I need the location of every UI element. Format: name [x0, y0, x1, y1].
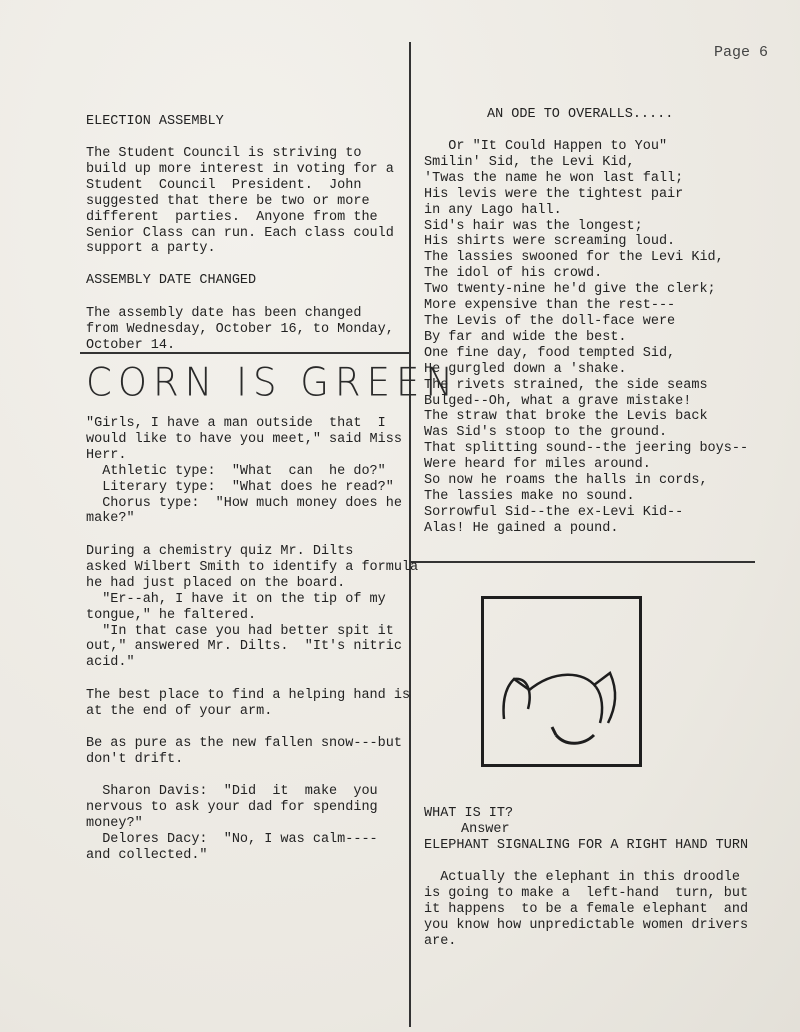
elephant-droodle-drawing — [484, 599, 639, 764]
section-divider-right — [410, 561, 755, 563]
joke-text-line: make?" — [86, 511, 135, 527]
poem-line: The idol of his crowd. — [424, 266, 603, 282]
election-text-line: The Student Council is striving to — [86, 146, 362, 161]
helping-hand-quip — [86, 688, 410, 720]
poem-line: That splitting sound--the jeering boys-- — [424, 441, 749, 457]
chemistry-text-line: "In that case you had better spit it — [86, 623, 394, 639]
quip-text-line: Be as pure as the new fallen snow---but — [86, 736, 402, 751]
election-text-line: build up more interest in voting for a — [86, 161, 394, 177]
joke-text-line: Athletic type: "What can he do?" — [86, 463, 386, 479]
poem-line: Two twenty-nine he'd give the clerk; — [424, 282, 716, 298]
poem-line: Were heard for miles around. — [424, 457, 651, 473]
poem-line: The lassies swooned for the Levi Kid, — [424, 250, 724, 266]
chemistry-text-line: "Er--ah, I have it on the tip of my — [86, 591, 386, 607]
chemistry-text-line: acid." — [86, 655, 135, 671]
poem-line: Smilin' Sid, the Levi Kid, — [424, 154, 635, 170]
poem-line: His levis were the tightest pair — [424, 186, 684, 202]
corn-is-green-headline: CORN IS GREEN — [86, 359, 460, 406]
date-change-article — [86, 306, 394, 354]
quip-text-line: The best place to find a helping hand is — [86, 688, 411, 703]
poem-line: More expensive than the rest--- — [424, 298, 676, 314]
droodle-text-line: is going to make a left-hand turn, but — [424, 885, 749, 901]
poem-line: By far and wide the best. — [424, 329, 627, 345]
dialogue-text-line: money?" — [86, 815, 143, 831]
poem-line: in any Lago hall. — [424, 202, 562, 218]
joke-text-line: Chorus type: "How much money does he — [86, 495, 402, 511]
dialogue-text-line: Delores Dacy: "No, I was calm---- — [86, 831, 378, 847]
election-text-line: suggested that there be two or more — [86, 193, 370, 209]
droodle-text-line: Actually the elephant in this droodle — [424, 870, 740, 885]
poem-line: One fine day, food tempted Sid, — [424, 345, 676, 361]
poem-line: Sorrowful Sid--the ex-Levi Kid-- — [424, 504, 684, 520]
poem-line: Sid's hair was the longest; — [424, 218, 643, 234]
chemistry-text-line: asked Wilbert Smith to identify a formula — [86, 559, 419, 575]
poem-line: So now he roams the halls in cords, — [424, 473, 708, 489]
election-text-line: Senior Class can run. Each class could — [86, 225, 394, 241]
droodle-text-line: it happens to be a female elephant and — [424, 901, 749, 917]
poem-line: The Levis of the doll-face were — [424, 313, 676, 329]
date-change-text-line: The assembly date has been changed — [86, 306, 362, 321]
chemistry-text-line: During a chemistry quiz Mr. Dilts — [86, 544, 354, 559]
droodle-question: WHAT IS IT? — [424, 806, 514, 821]
quip-text-line: at the end of your arm. — [86, 703, 273, 719]
election-article — [86, 146, 394, 257]
election-text-line: Student Council President. John — [86, 177, 362, 193]
chemistry-text-line: tongue," he faltered. — [86, 607, 257, 623]
date-change-heading: ASSEMBLY DATE CHANGED — [86, 273, 257, 288]
droodle-box — [481, 596, 642, 767]
ode-poem — [424, 139, 748, 537]
droodle-explanation — [424, 870, 748, 950]
poem-line: He gurgled down a 'shake. — [424, 361, 627, 377]
droodle-answer: ELEPHANT SIGNALING FOR A RIGHT HAND TURN — [424, 838, 749, 853]
date-change-text-line: October 14. — [86, 337, 176, 353]
droodle-text-line: you know how unpredictable women drivers — [424, 917, 749, 933]
election-heading: ELECTION ASSEMBLY — [86, 114, 224, 129]
joke-text-line: "Girls, I have a man outside that I — [86, 416, 386, 431]
dialogue-text-line: nervous to ask your dad for spending — [86, 799, 378, 815]
joke-text-line: Literary type: "What does he read?" — [86, 479, 394, 495]
dialogue-text-line: and collected." — [86, 847, 208, 863]
chemistry-joke — [86, 544, 418, 671]
poem-line: The straw that broke the Levis back — [424, 409, 708, 425]
poem-line: The rivets strained, the side seams — [424, 377, 708, 393]
poem-line: Alas! He gained a pound. — [424, 520, 619, 536]
quip-text-line: don't drift. — [86, 751, 184, 767]
chemistry-text-line: he had just placed on the board. — [86, 575, 346, 591]
poem-line: Or "It Could Happen to You" — [424, 139, 668, 154]
dialogue-text-line: Sharon Davis: "Did it make you — [86, 784, 378, 799]
page-number: Page 6 — [714, 44, 769, 61]
ode-title: AN ODE TO OVERALLS..... — [487, 107, 674, 122]
joke-text-line: would like to have you meet," said Miss — [86, 431, 402, 447]
column-divider — [409, 42, 411, 1027]
joke-text-line: Herr. — [86, 447, 127, 463]
poem-line: 'Twas the name he won last fall; — [424, 170, 684, 186]
poem-line: Was Sid's stoop to the ground. — [424, 425, 668, 441]
poem-line: His shirts were screaming loud. — [424, 234, 676, 250]
girls-joke — [86, 416, 402, 527]
election-text-line: support a party. — [86, 241, 216, 257]
chemistry-text-line: out," answered Mr. Dilts. "It's nitric — [86, 639, 402, 655]
sharon-delores-joke — [86, 784, 378, 864]
poem-line: The lassies make no sound. — [424, 488, 635, 504]
droodle-text-line: are. — [424, 933, 457, 949]
droodle-answer-label: Answer — [461, 822, 510, 837]
poem-line: Bulged--Oh, what a grave mistake! — [424, 393, 692, 409]
election-text-line: different parties. Anyone from the — [86, 209, 378, 225]
snow-quip — [86, 736, 402, 768]
date-change-text-line: from Wednesday, October 16, to Monday, — [86, 321, 394, 337]
